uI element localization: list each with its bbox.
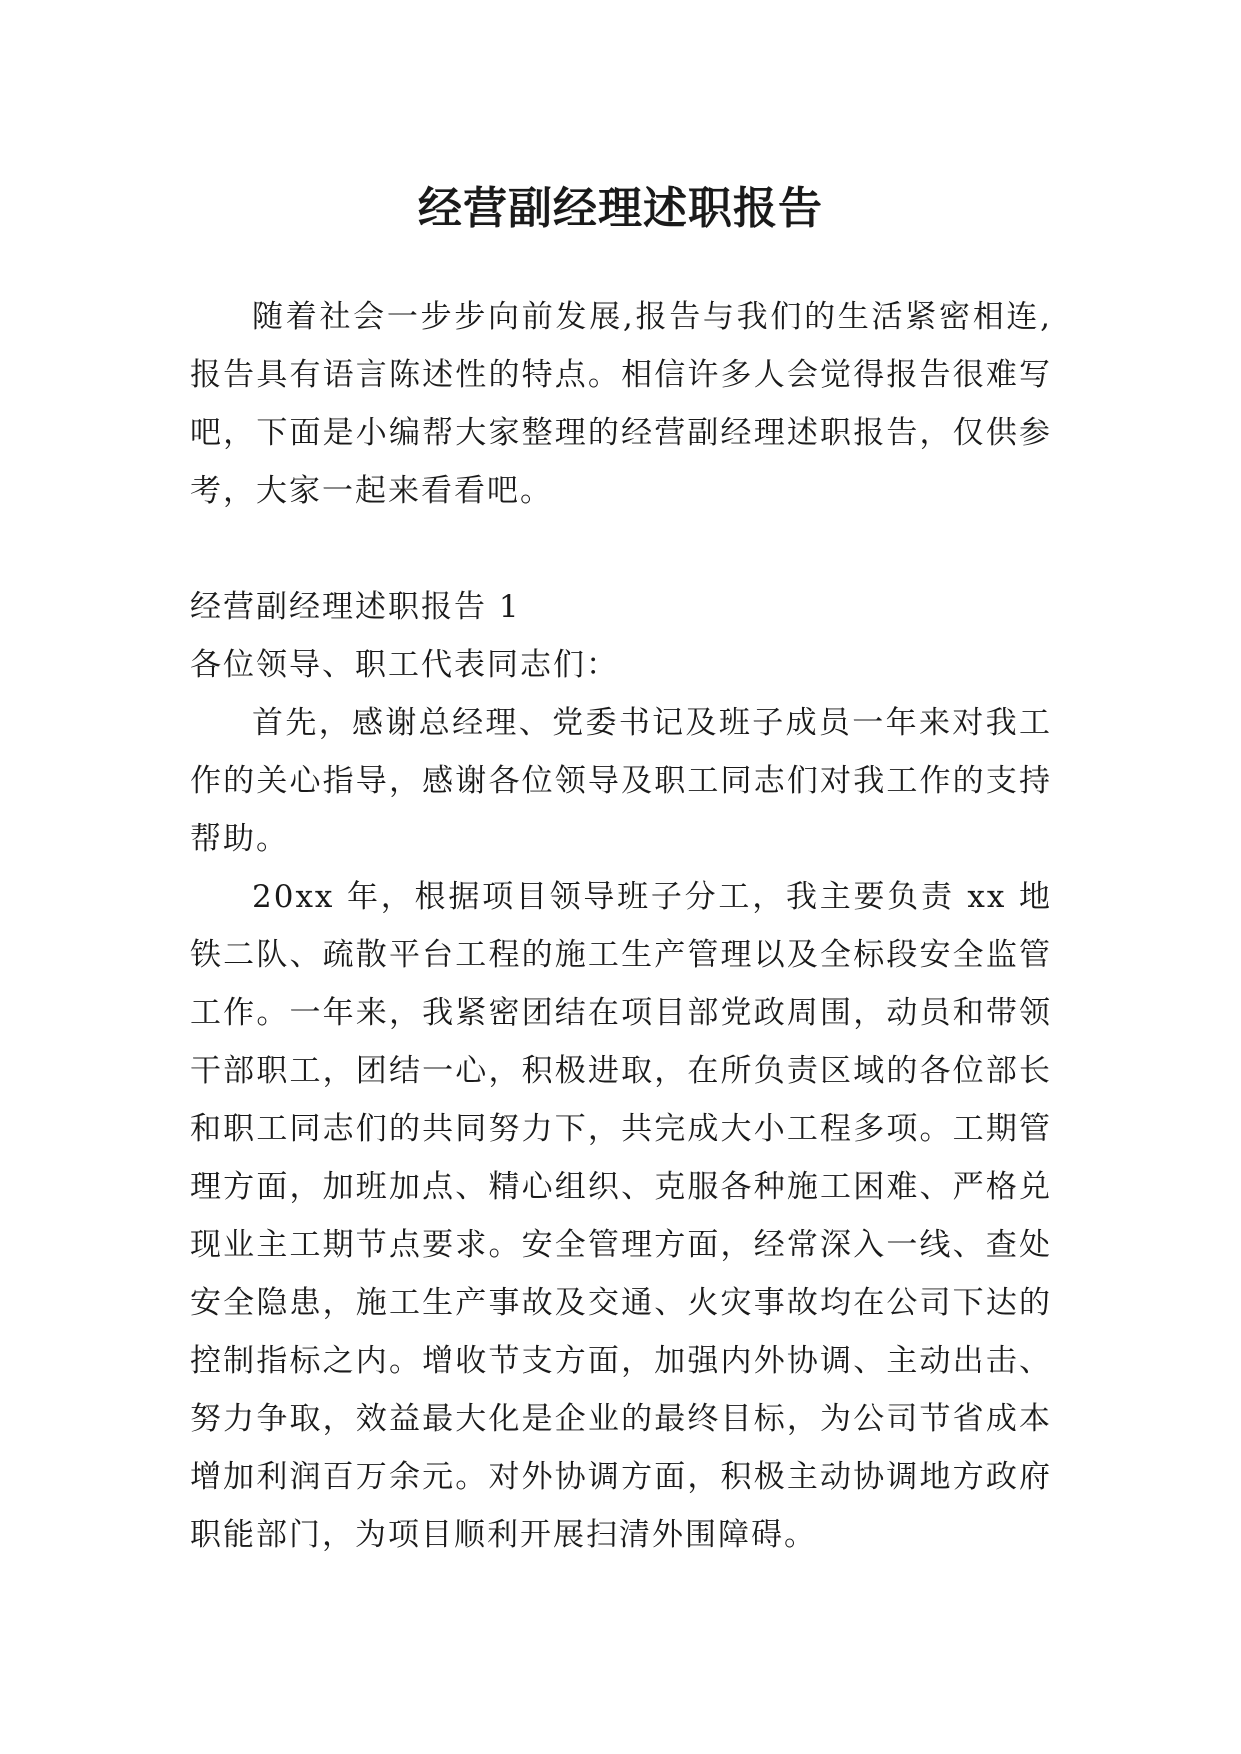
document-title: 经营副经理述职报告 (418, 183, 823, 235)
section-heading: 经营副经理述职报告 1 (190, 589, 521, 625)
body-paragraph: 20xx 年，根据项目领导班子分工，我主要负责 xx 地铁二队、疏散平台工程的施工生产管理以及全标段安全监管工作。一年来，我紧密团结在项目部党政周围，动员和带领干部职工，团结一心，积极进取，在所负责区域的各位部长和职工同志们的共同努力下，共完成大小工程多项。工期管理方面，加班加点、精心组织、克服各种施工困难、严格兑现业主工期节点要求。安全管理方面，经常深入一线、查处安全隐患，施工生产事故及交通、火灾事故均在公司下达的控制指标之内。增收节支方面，加强内外协调、主动出击、努力争取，效益最大化是企业的最终目标，为公司节省成本增加利润百万余元。对外协调方面，积极主动协调地方政府职能部门，为项目顺利开展扫清外围障碍。 (190, 879, 1052, 1553)
body-paragraph: 首先，感谢总经理、党委书记及班子成员一年来对我工作的关心指导，感谢各位领导及职工同志们对我工作的支持帮助。 (190, 705, 1052, 857)
intro-paragraph: 随着社会一步步向前发展,报告与我们的生活紧密相连,报告具有语言陈述性的特点。相信许多人会觉得报告很难写吧，下面是小编帮大家整理的经营副经理述职报告，仅供参考，大家一起来看看吧。 (190, 299, 1052, 509)
document-body (190, 288, 1052, 1564)
salutation: 各位领导、职工代表同志们： (190, 647, 619, 683)
